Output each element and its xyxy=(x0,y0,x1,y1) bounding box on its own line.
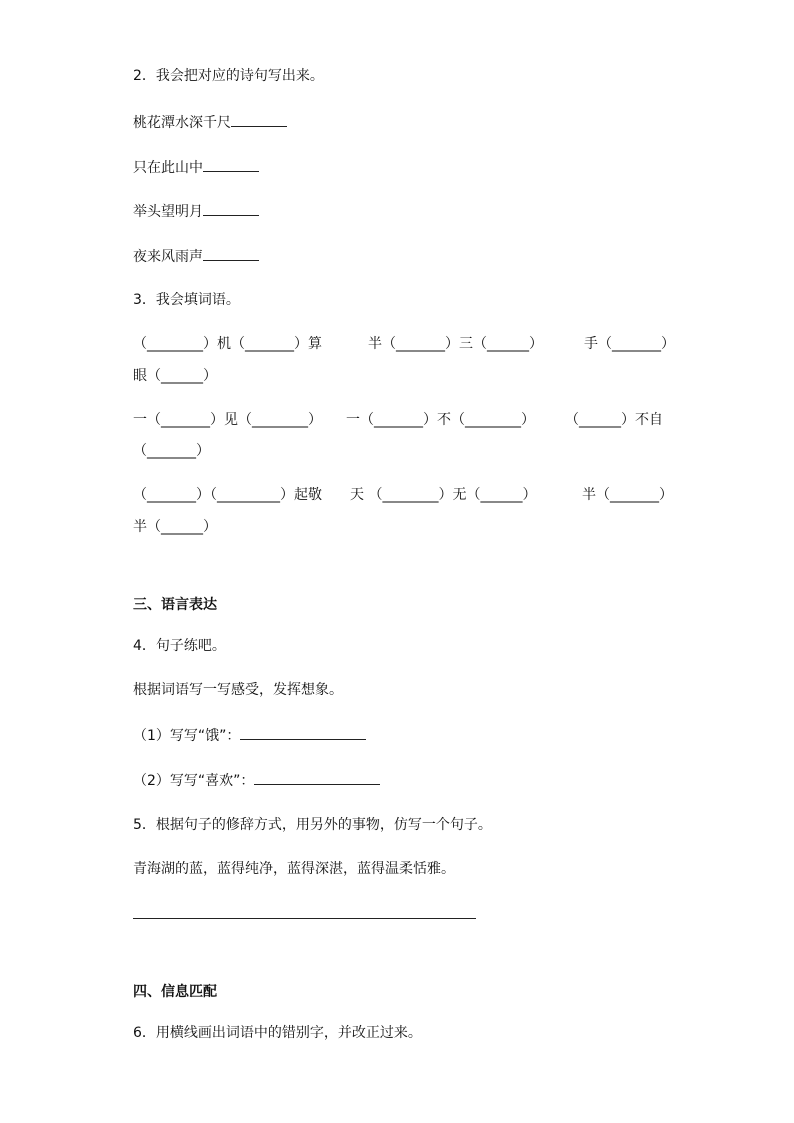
imitation-answer-line[interactable] xyxy=(133,918,476,919)
poem-answer-blank-4[interactable] xyxy=(203,246,259,261)
question-4-title: 4．句子练吧。 xyxy=(133,638,226,654)
question-4-instruction: 根据词语写一写感受，发挥想象。 xyxy=(133,682,343,698)
idiom-fill-6[interactable]: （______）不自 xyxy=(565,412,663,428)
idiom-fill-7[interactable]: （_______）（_________）起敬 xyxy=(133,487,322,503)
question-3-title: 3．我会填词语。 xyxy=(133,292,240,308)
idiom-fill-3[interactable]: 手（_______） xyxy=(584,336,675,352)
section-3-heading: 三、语言表达 xyxy=(133,597,217,613)
poem-line-4 xyxy=(133,246,259,267)
poem-line-1 xyxy=(133,112,287,133)
question-4-item-2 xyxy=(133,770,380,791)
idiom-fill-4[interactable]: 一（_______）见（________） xyxy=(133,412,322,428)
idiom-fill-6-wrap[interactable]: （_______） xyxy=(133,443,210,459)
poem-line-3-text: 举头望明月 xyxy=(133,204,203,220)
section-4-heading: 四、信息匹配 xyxy=(133,984,217,1000)
poem-answer-blank-2[interactable] xyxy=(203,157,259,172)
poem-line-4-text: 夜来风雨声 xyxy=(133,249,203,265)
idiom-fill-1[interactable]: （________）机（_______）算 xyxy=(133,336,322,352)
like-answer-blank[interactable] xyxy=(254,770,380,785)
idiom-fill-3-wrap[interactable]: 眼（______） xyxy=(133,368,217,384)
idiom-fill-9-wrap[interactable]: 半（______） xyxy=(133,519,217,535)
idiom-fill-5[interactable]: 一（_______）不（________） xyxy=(346,412,535,428)
question-5-title: 5．根据句子的修辞方式，用另外的事物，仿写一个句子。 xyxy=(133,817,492,833)
hunger-answer-blank[interactable] xyxy=(240,725,366,740)
poem-line-2-text: 只在此山中 xyxy=(133,160,203,176)
question-2-title: 2．我会把对应的诗句写出来。 xyxy=(133,68,324,84)
question-4-item-1-label: （1）写写“饿”： xyxy=(133,728,241,744)
idiom-fill-2[interactable]: 半（_______）三（______） xyxy=(368,336,543,352)
question-5-sentence: 青海湖的蓝，蓝得纯净，蓝得深湛，蓝得温柔恬雅。 xyxy=(133,861,455,877)
question-4-item-1 xyxy=(133,725,366,746)
poem-line-3 xyxy=(133,201,259,222)
poem-line-1-text: 桃花潭水深千尺 xyxy=(133,115,231,131)
poem-answer-blank-3[interactable] xyxy=(203,201,259,216)
idiom-fill-9[interactable]: 半（_______） xyxy=(582,487,673,503)
idiom-fill-8[interactable]: 天 （________）无（______） xyxy=(350,487,537,503)
question-4-item-2-label: （2）写写“喜欢”： xyxy=(133,773,255,789)
poem-line-2 xyxy=(133,157,259,178)
poem-answer-blank-1[interactable] xyxy=(231,112,287,127)
question-6-title: 6．用横线画出词语中的错别字，并改正过来。 xyxy=(133,1025,422,1041)
